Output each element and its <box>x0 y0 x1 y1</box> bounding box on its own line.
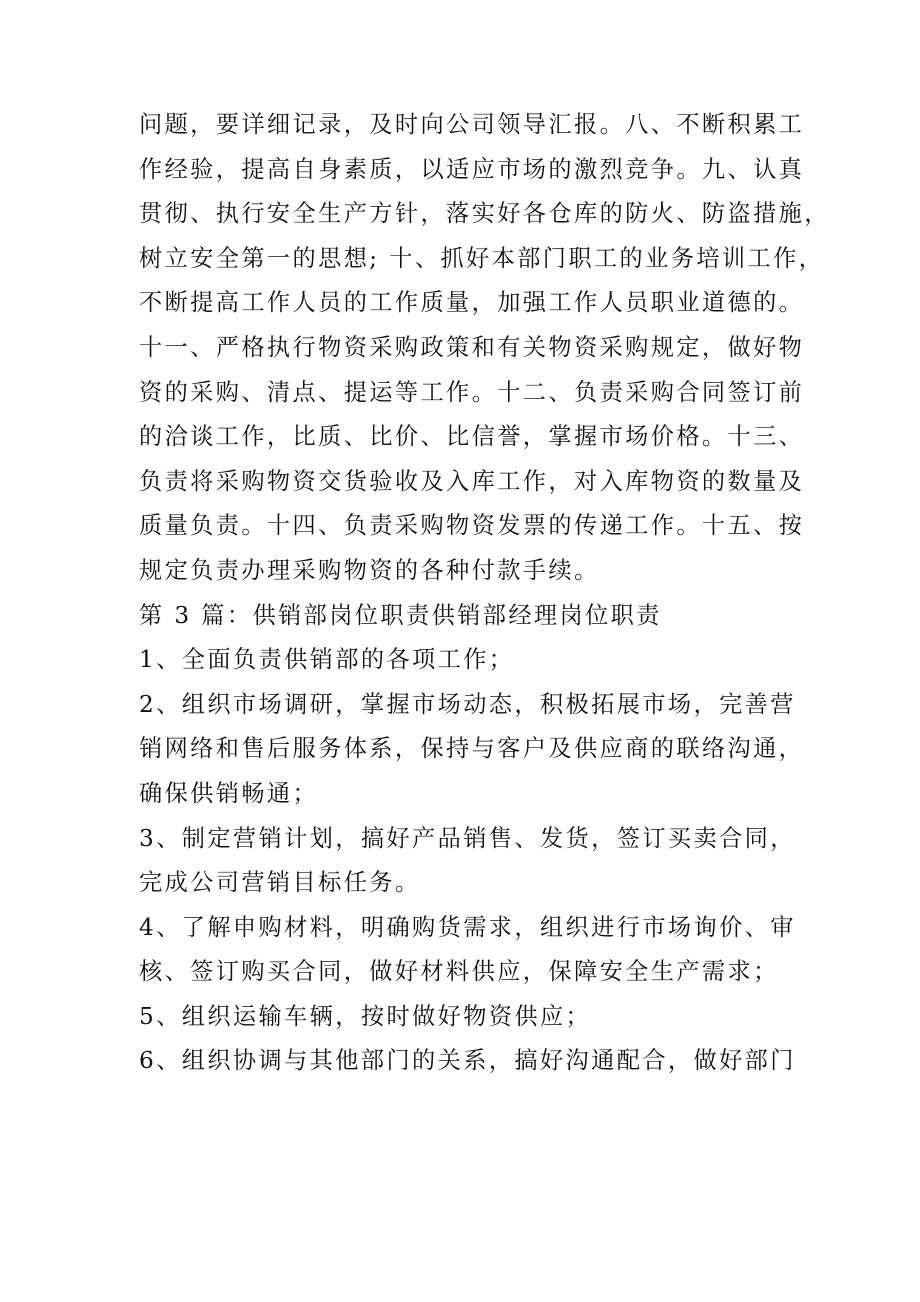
section-heading: 第 3 篇：供销部岗位职责供销部经理岗位职责 <box>139 601 662 629</box>
list-item-continuation: 完成公司营销目标任务。 <box>139 869 421 897</box>
list-item: 4、了解申购材料，明确购货需求，组织进行市场询价、审 <box>139 913 796 941</box>
list-item: 1、全面负责供销部的各项工作； <box>139 646 515 674</box>
list-item: 2、组织市场调研，掌握市场动态，积极拓展市场，完善营 <box>139 690 796 718</box>
text-line: 资的采购、清点、提运等工作。十二、负责采购合同签订前 <box>139 378 805 406</box>
text-line: 质量负责。十四、负责采购物资发票的传递工作。十五、按 <box>139 512 805 540</box>
text-line: 问题，要详细记录，及时向公司领导汇报。八、不断积累工 <box>139 111 805 138</box>
list-item: 3、制定营销计划，搞好产品销售、发货，签订买卖合同， <box>139 824 796 852</box>
list-item-continuation: 确保供销畅通； <box>139 779 319 807</box>
list-item-continuation: 核、签订购买合同，做好材料供应，保障安全生产需求； <box>139 958 779 986</box>
text-line: 负责将采购物资交货验收及入库工作，对入库物资的数量及 <box>139 467 805 495</box>
text-line: 规定负责办理采购物资的各种付款手续。 <box>139 556 600 584</box>
text-line: 的洽谈工作，比质、比价、比信誉，掌握市场价格。十三、 <box>139 423 805 451</box>
text-line: 不断提高工作人员的工作质量，加强工作人员职业道德的。 <box>139 289 805 317</box>
text-line: 贯彻、执行安全生产方针，落实好各仓库的防火、防盗措施， <box>139 200 830 228</box>
list-item-continuation: 销网络和售后服务体系，保持与客户及供应商的联络沟通， <box>139 735 805 763</box>
list-item: 5、组织运输车辆，按时做好物资供应； <box>139 1002 592 1030</box>
list-item: 6、组织协调与其他部门的关系，搞好沟通配合，做好部门 <box>139 1047 796 1075</box>
text-line: 十一、严格执行物资采购政策和有关物资采购规定，做好物 <box>139 333 805 361</box>
text-line: 作经验，提高自身素质，以适应市场的激烈竞争。九、认真 <box>139 155 805 183</box>
document-body <box>139 103 830 1084</box>
text-line: 树立安全第一的思想; 十、抓好本部门职工的业务培训工作， <box>139 244 825 272</box>
